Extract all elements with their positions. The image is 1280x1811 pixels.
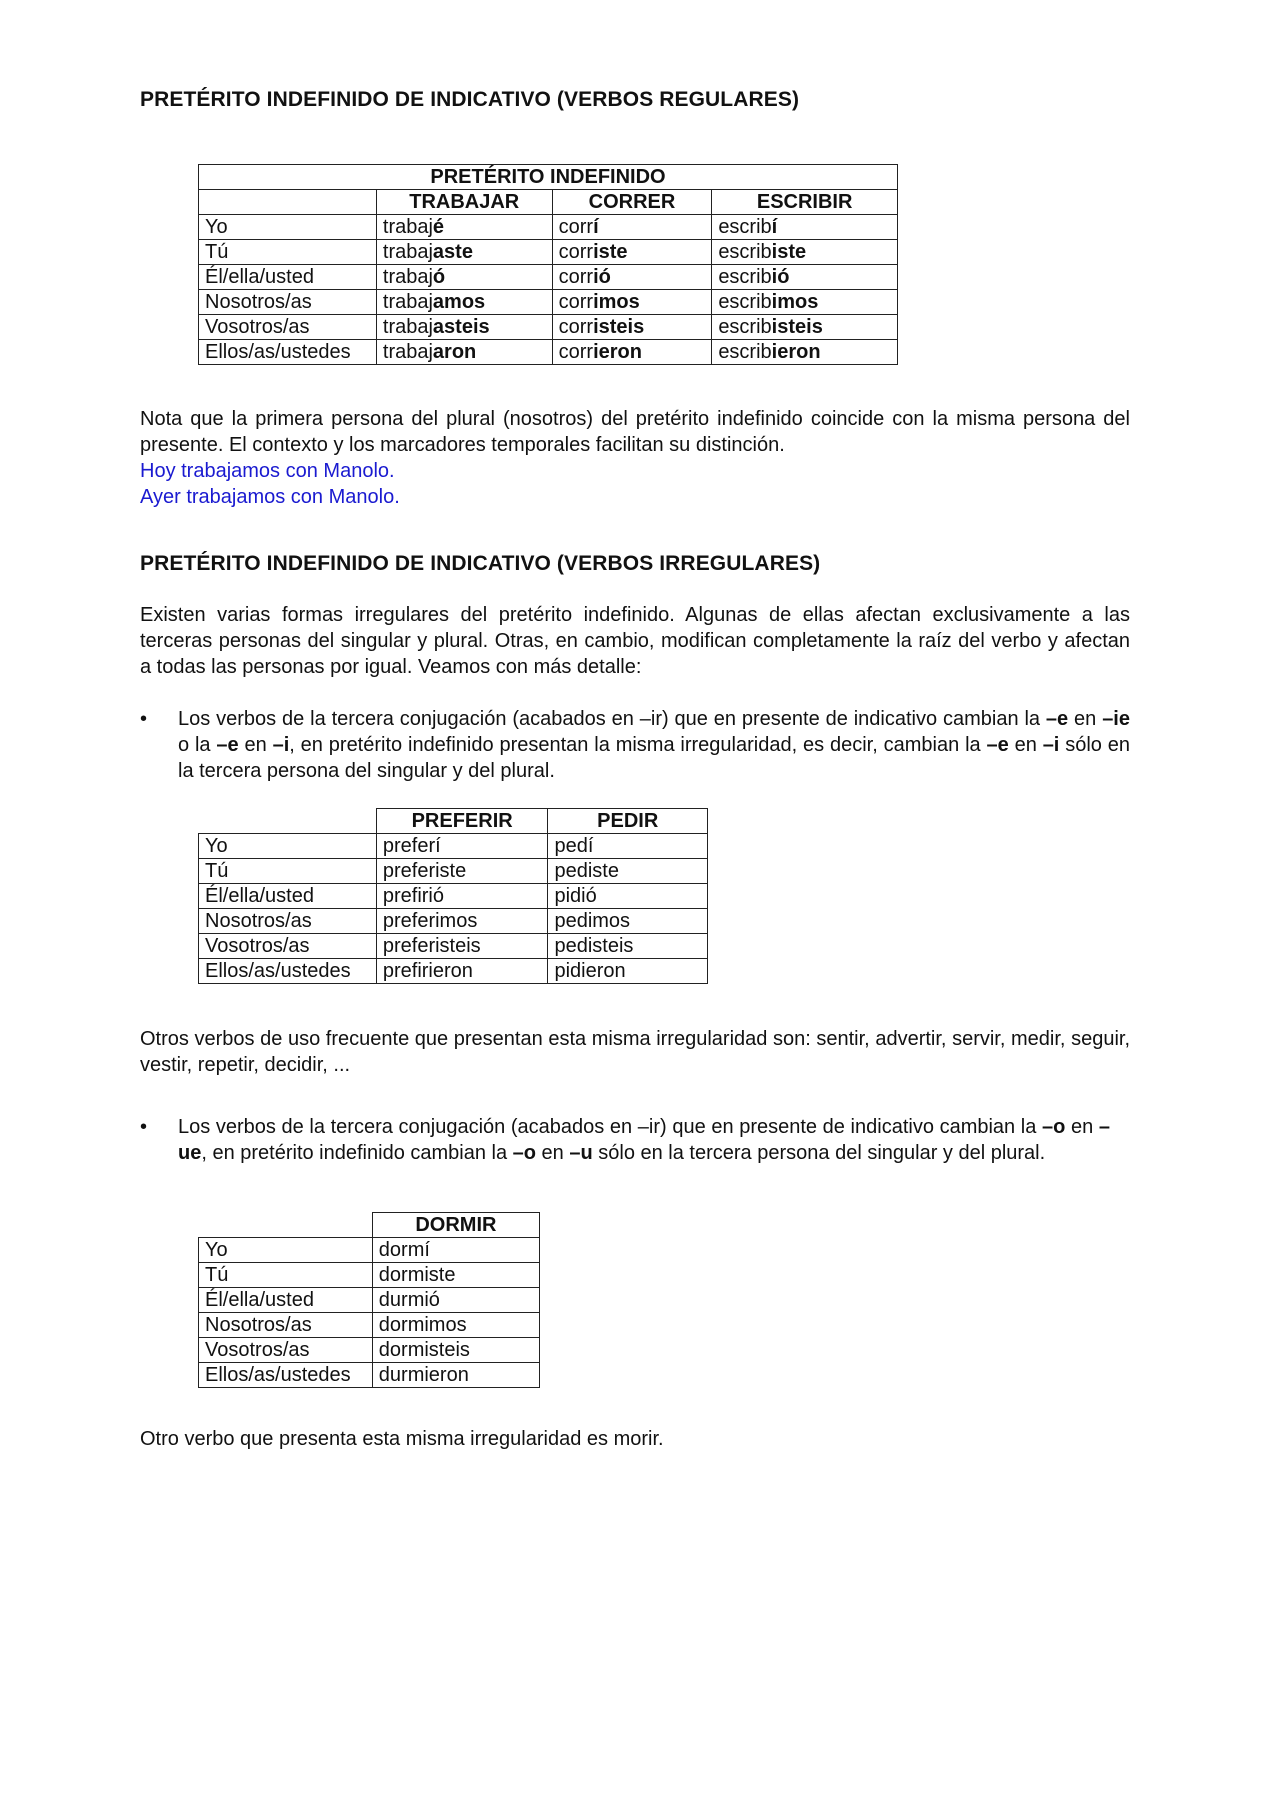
verb-stem: trabaj bbox=[382, 241, 433, 263]
text-fragment: sólo en la tercera persona del singular y del plural. bbox=[178, 734, 1131, 782]
table-row bbox=[199, 834, 708, 859]
conjugation-cell: durmió bbox=[372, 1288, 539, 1313]
table-row bbox=[199, 340, 898, 365]
verb-ending: ieron bbox=[771, 341, 821, 363]
table-row bbox=[199, 959, 708, 984]
bullet-o-ue bbox=[140, 1114, 1110, 1166]
text-fragment: Los verbos de la tercera conjugación (acabados en –ir) que en presente de indicativo cambian la bbox=[178, 1116, 1043, 1138]
table-row bbox=[199, 215, 898, 240]
header-trabajar: TRABAJAR bbox=[376, 190, 552, 215]
table-row bbox=[199, 1263, 540, 1288]
person-cell: Él/ella/usted bbox=[199, 265, 377, 290]
table-row bbox=[199, 1288, 540, 1313]
intro-paragraph: Existen varias formas irregulares del pretérito indefinido. Algunas de ellas afectan exclusivamente a las terceras personas del singular y plural. Otras, en cambio, modifican completamente la raíz del verbo y afectan a todas las personas por igual. Veamos con más detalle: bbox=[140, 604, 1130, 678]
conjugation-cell bbox=[552, 215, 712, 240]
person-cell: Yo bbox=[199, 834, 377, 859]
conjugation-cell: dormiste bbox=[372, 1263, 539, 1288]
table-row bbox=[199, 265, 898, 290]
text-fragment: sólo en la tercera persona del singular y del plural. bbox=[592, 1142, 1046, 1164]
text-fragment: en bbox=[1065, 1116, 1099, 1138]
conjugation-cell: dormisteis bbox=[372, 1338, 539, 1363]
verb-stem: escrib bbox=[718, 341, 772, 363]
verb-stem: corr bbox=[558, 241, 594, 263]
conjugation-cell: preferiste bbox=[376, 859, 548, 884]
text-fragment: en bbox=[536, 1142, 570, 1164]
conjugation-cell: durmieron bbox=[372, 1363, 539, 1388]
bold-fragment: –i bbox=[1042, 734, 1060, 756]
text-fragment: o la bbox=[178, 734, 217, 756]
person-cell: Ellos/as/ustedes bbox=[199, 959, 377, 984]
bold-fragment: –ue bbox=[178, 1116, 1110, 1164]
table-corner-cell bbox=[199, 1213, 373, 1238]
text-fragment: en bbox=[1008, 734, 1043, 756]
verb-ending: isteis bbox=[593, 316, 645, 338]
table-corner-cell bbox=[199, 190, 377, 215]
other-verbs-paragraph: Otros verbos de uso frecuente que presentan esta misma irregularidad son: sentir, advertir, servir, medir, seguir, vestir, repetir, decidir, ... bbox=[140, 1028, 1130, 1076]
header-preferir: PREFERIR bbox=[376, 809, 548, 834]
person-cell: Yo bbox=[199, 1238, 373, 1263]
table-caption: PRETÉRITO INDEFINIDO bbox=[199, 165, 898, 190]
bullet-dot: • bbox=[140, 708, 148, 730]
verb-ending: isteis bbox=[771, 316, 823, 338]
conjugation-cell bbox=[376, 290, 552, 315]
bullet-e-ie bbox=[140, 706, 1130, 784]
verb-ending: asteis bbox=[432, 316, 490, 338]
verb-stem: corr bbox=[558, 266, 594, 288]
conjugation-cell: prefirieron bbox=[376, 959, 548, 984]
bold-fragment: –o bbox=[1042, 1116, 1066, 1138]
conjugation-cell bbox=[376, 340, 552, 365]
verb-ending: iste bbox=[771, 241, 807, 263]
text-fragment: en bbox=[238, 734, 273, 756]
table-row bbox=[199, 1313, 540, 1338]
verb-stem: escrib bbox=[718, 241, 772, 263]
verb-stem: escrib bbox=[718, 216, 772, 238]
bold-fragment: –o bbox=[512, 1142, 536, 1164]
bullet-e-ie-text bbox=[178, 706, 1130, 784]
bold-fragment: –e bbox=[1045, 708, 1069, 730]
person-cell: Yo bbox=[199, 215, 377, 240]
table-row bbox=[199, 1238, 540, 1263]
conjugation-cell: preferí bbox=[376, 834, 548, 859]
bold-fragment: –e bbox=[216, 734, 239, 756]
conjugation-cell bbox=[552, 265, 712, 290]
table-row bbox=[199, 909, 708, 934]
verb-ending: ió bbox=[593, 266, 611, 288]
person-cell: Nosotros/as bbox=[199, 290, 377, 315]
conjugation-cell: pedimos bbox=[548, 909, 708, 934]
verb-stem: corr bbox=[558, 316, 594, 338]
verb-ending: aron bbox=[432, 341, 477, 363]
section-title-irregulares: PRETÉRITO INDEFINIDO DE INDICATIVO (VERBOS IRREGULARES) bbox=[140, 552, 821, 575]
regular-verbs-table bbox=[198, 164, 898, 365]
table-row bbox=[199, 240, 898, 265]
conjugation-cell: preferimos bbox=[376, 909, 548, 934]
verb-stem: corr bbox=[558, 291, 594, 313]
verb-ending: aste bbox=[432, 241, 473, 263]
conjugation-cell: dormí bbox=[372, 1238, 539, 1263]
person-cell: Vosotros/as bbox=[199, 1338, 373, 1363]
header-escribir: ESCRIBIR bbox=[712, 190, 898, 215]
conjugation-cell bbox=[712, 290, 898, 315]
conjugation-cell: pedisteis bbox=[548, 934, 708, 959]
example-ayer: Ayer trabajamos con Manolo. bbox=[140, 486, 400, 508]
conjugation-cell bbox=[376, 315, 552, 340]
verb-stem: corr bbox=[558, 216, 594, 238]
verb-stem: corr bbox=[558, 341, 594, 363]
bullet-o-ue-text bbox=[178, 1114, 1110, 1166]
verb-ending: imos bbox=[593, 291, 640, 313]
conjugation-cell: pidió bbox=[548, 884, 708, 909]
header-correr: CORRER bbox=[552, 190, 712, 215]
person-cell: Tú bbox=[199, 240, 377, 265]
verb-ending: í bbox=[771, 216, 778, 238]
morir-paragraph: Otro verbo que presenta esta misma irregularidad es morir. bbox=[140, 1428, 664, 1450]
table-row bbox=[199, 1338, 540, 1363]
table-corner-cell bbox=[199, 809, 377, 834]
verb-stem: trabaj bbox=[382, 266, 433, 288]
text-fragment: en bbox=[1068, 708, 1103, 730]
verb-ending: imos bbox=[771, 291, 819, 313]
person-cell: Vosotros/as bbox=[199, 934, 377, 959]
section-title-regulares: PRETÉRITO INDEFINIDO DE INDICATIVO (VERBOS REGULARES) bbox=[140, 88, 800, 111]
conjugation-cell bbox=[376, 240, 552, 265]
conjugation-cell bbox=[712, 215, 898, 240]
person-cell: Él/ella/usted bbox=[199, 1288, 373, 1313]
person-cell: Nosotros/as bbox=[199, 909, 377, 934]
bold-fragment: –ie bbox=[1102, 708, 1130, 730]
conjugation-cell: preferisteis bbox=[376, 934, 548, 959]
verb-ending: é bbox=[432, 216, 445, 238]
text-fragment: Los verbos de la tercera conjugación (acabados en –ir) que en presente de indicativo cambian la bbox=[178, 708, 1046, 730]
table-row bbox=[199, 859, 708, 884]
conjugation-cell: pediste bbox=[548, 859, 708, 884]
bold-fragment: –i bbox=[272, 734, 290, 756]
table-row bbox=[199, 315, 898, 340]
verb-stem: trabaj bbox=[382, 216, 433, 238]
header-pedir: PEDIR bbox=[548, 809, 708, 834]
table-row bbox=[199, 934, 708, 959]
conjugation-cell bbox=[712, 240, 898, 265]
person-cell: Nosotros/as bbox=[199, 1313, 373, 1338]
conjugation-cell: prefirió bbox=[376, 884, 548, 909]
verb-ending: ió bbox=[771, 266, 790, 288]
conjugation-cell: pidieron bbox=[548, 959, 708, 984]
example-hoy: Hoy trabajamos con Manolo. bbox=[140, 460, 395, 482]
verb-ending: amos bbox=[432, 291, 486, 313]
verb-stem: escrib bbox=[718, 316, 772, 338]
conjugation-cell bbox=[712, 340, 898, 365]
e-i-verbs-table bbox=[198, 808, 708, 984]
verb-ending: ó bbox=[432, 266, 446, 288]
verb-ending: ieron bbox=[593, 341, 642, 363]
person-cell: Ellos/as/ustedes bbox=[199, 1363, 373, 1388]
verb-stem: trabaj bbox=[382, 341, 433, 363]
table-row bbox=[199, 290, 898, 315]
header-dormir: DORMIR bbox=[372, 1213, 539, 1238]
person-cell: Él/ella/usted bbox=[199, 884, 377, 909]
conjugation-cell bbox=[552, 340, 712, 365]
verb-stem: escrib bbox=[718, 291, 772, 313]
conjugation-cell bbox=[552, 290, 712, 315]
conjugation-cell bbox=[376, 215, 552, 240]
text-fragment: , en pretérito indefinido presentan la misma irregularidad, es decir, cambian la bbox=[289, 734, 987, 756]
verb-stem: trabaj bbox=[382, 316, 433, 338]
note-paragraph: Nota que la primera persona del plural (nosotros) del pretérito indefinido coincide con la misma persona del presente. El contexto y los marcadores temporales facilitan su distinción. bbox=[140, 408, 1130, 456]
conjugation-cell bbox=[376, 265, 552, 290]
conjugation-cell bbox=[712, 265, 898, 290]
bullet-dot: • bbox=[140, 1116, 148, 1138]
verb-ending: iste bbox=[593, 241, 628, 263]
person-cell: Ellos/as/ustedes bbox=[199, 340, 377, 365]
o-u-verbs-table bbox=[198, 1212, 540, 1388]
person-cell: Tú bbox=[199, 1263, 373, 1288]
person-cell: Vosotros/as bbox=[199, 315, 377, 340]
conjugation-cell: pedí bbox=[548, 834, 708, 859]
conjugation-cell bbox=[712, 315, 898, 340]
table-row bbox=[199, 1363, 540, 1388]
verb-ending: í bbox=[593, 216, 599, 238]
conjugation-cell bbox=[552, 240, 712, 265]
bold-fragment: –u bbox=[569, 1142, 593, 1164]
person-cell: Tú bbox=[199, 859, 377, 884]
text-fragment: , en pretérito indefinido cambian la bbox=[201, 1142, 513, 1164]
verb-stem: escrib bbox=[718, 266, 772, 288]
conjugation-cell: dormimos bbox=[372, 1313, 539, 1338]
table-row bbox=[199, 884, 708, 909]
verb-stem: trabaj bbox=[382, 291, 433, 313]
conjugation-cell bbox=[552, 315, 712, 340]
bold-fragment: –e bbox=[986, 734, 1009, 756]
